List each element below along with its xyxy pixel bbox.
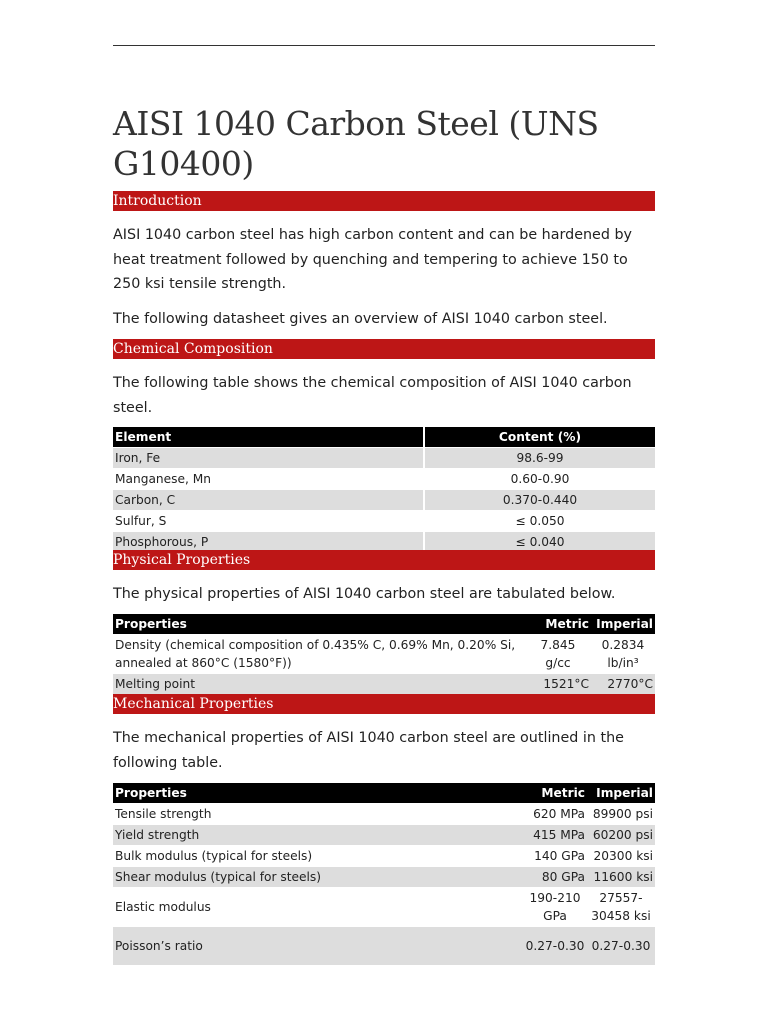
cell-content: ≤ 0.040 xyxy=(424,532,655,553)
cell-imperial: 89900 psi xyxy=(587,804,655,825)
cell-metric: 140 GPa xyxy=(523,846,587,867)
cell-element: Manganese, Mn xyxy=(113,469,424,490)
cell-imperial: 20300 ksi xyxy=(587,846,655,867)
cell-imperial: 0.27-0.30 xyxy=(587,927,655,966)
column-header-imperial: Imperial xyxy=(587,783,655,804)
cell-property: Density (chemical composition of 0.435% C, 0.69% Mn, 0.20% Si, annealed at 860°C (1580°F)) xyxy=(113,635,525,674)
cell-property: Poisson’s ratio xyxy=(113,927,523,966)
cell-metric: 620 MPa xyxy=(523,804,587,825)
table-row xyxy=(113,490,655,511)
table-row xyxy=(113,635,655,674)
section-heading-physical-properties: Physical Properties xyxy=(113,550,655,570)
cell-property: Elastic modulus xyxy=(113,888,523,927)
cell-imperial: 27557-30458 ksi xyxy=(587,888,655,927)
cell-property: Yield strength xyxy=(113,825,523,846)
cell-content: 0.60-0.90 xyxy=(424,469,655,490)
table-row xyxy=(113,511,655,532)
table-row xyxy=(113,825,655,846)
physical-properties-table xyxy=(113,614,655,695)
mechanical-intro-paragraph: The mechanical properties of AISI 1040 carbon steel are outlined in the following table. xyxy=(113,730,624,771)
column-header-imperial: Imperial xyxy=(591,614,655,635)
cell-element: Carbon, C xyxy=(113,490,424,511)
table-row xyxy=(113,674,655,695)
cell-property: Tensile strength xyxy=(113,804,523,825)
cell-element: Phosphorous, P xyxy=(113,532,424,553)
table-row xyxy=(113,927,655,966)
table-row xyxy=(113,867,655,888)
table-header-row xyxy=(113,427,655,448)
table-row xyxy=(113,469,655,490)
column-header-element: Element xyxy=(113,427,424,448)
cell-metric: 1521°C xyxy=(525,674,591,695)
cell-metric: 7.845 g/cc xyxy=(525,635,591,674)
column-header-metric: Metric xyxy=(523,783,587,804)
cell-imperial: 11600 ksi xyxy=(587,867,655,888)
page-title: AISI 1040 Carbon Steel (UNS G10400) xyxy=(113,104,599,183)
table-row xyxy=(113,448,655,469)
top-divider xyxy=(113,45,655,46)
mechanical-properties-table xyxy=(113,783,655,966)
physical-intro-paragraph: The physical properties of AISI 1040 carbon steel are tabulated below. xyxy=(113,586,616,602)
table-row xyxy=(113,846,655,867)
cell-metric: 0.27-0.30 xyxy=(523,927,587,966)
section-heading-chemical-composition: Chemical Composition xyxy=(113,339,655,359)
cell-content: 98.6-99 xyxy=(424,448,655,469)
cell-metric: 190-210 GPa xyxy=(523,888,587,927)
cell-property: Bulk modulus (typical for steels) xyxy=(113,846,523,867)
column-header-properties: Properties xyxy=(113,614,525,635)
cell-element: Sulfur, S xyxy=(113,511,424,532)
cell-property: Melting point xyxy=(113,674,525,695)
intro-paragraph-2: The following datasheet gives an overview of AISI 1040 carbon steel. xyxy=(113,311,608,327)
column-header-properties: Properties xyxy=(113,783,523,804)
intro-paragraph-1: AISI 1040 carbon steel has high carbon content and can be hardened by heat treatment followed by quenching and tempering to achieve 150 to 250 ksi tensile strength. xyxy=(113,227,633,292)
column-header-content: Content (%) xyxy=(424,427,655,448)
chemical-intro-paragraph: The following table shows the chemical composition of AISI 1040 carbon steel. xyxy=(113,375,632,416)
section-heading-introduction: Introduction xyxy=(113,191,655,211)
cell-metric: 415 MPa xyxy=(523,825,587,846)
cell-imperial: 2770°C xyxy=(591,674,655,695)
cell-imperial: 60200 psi xyxy=(587,825,655,846)
table-row xyxy=(113,888,655,927)
table-row xyxy=(113,804,655,825)
cell-metric: 80 GPa xyxy=(523,867,587,888)
cell-imperial: 0.2834 lb/in³ xyxy=(591,635,655,674)
cell-property: Shear modulus (typical for steels) xyxy=(113,867,523,888)
cell-content: ≤ 0.050 xyxy=(424,511,655,532)
cell-element: Iron, Fe xyxy=(113,448,424,469)
section-heading-mechanical-properties: Mechanical Properties xyxy=(113,694,655,714)
cell-content: 0.370-0.440 xyxy=(424,490,655,511)
table-header-row xyxy=(113,614,655,635)
column-header-metric: Metric xyxy=(525,614,591,635)
table-header-row xyxy=(113,783,655,804)
chemical-composition-table xyxy=(113,427,655,553)
